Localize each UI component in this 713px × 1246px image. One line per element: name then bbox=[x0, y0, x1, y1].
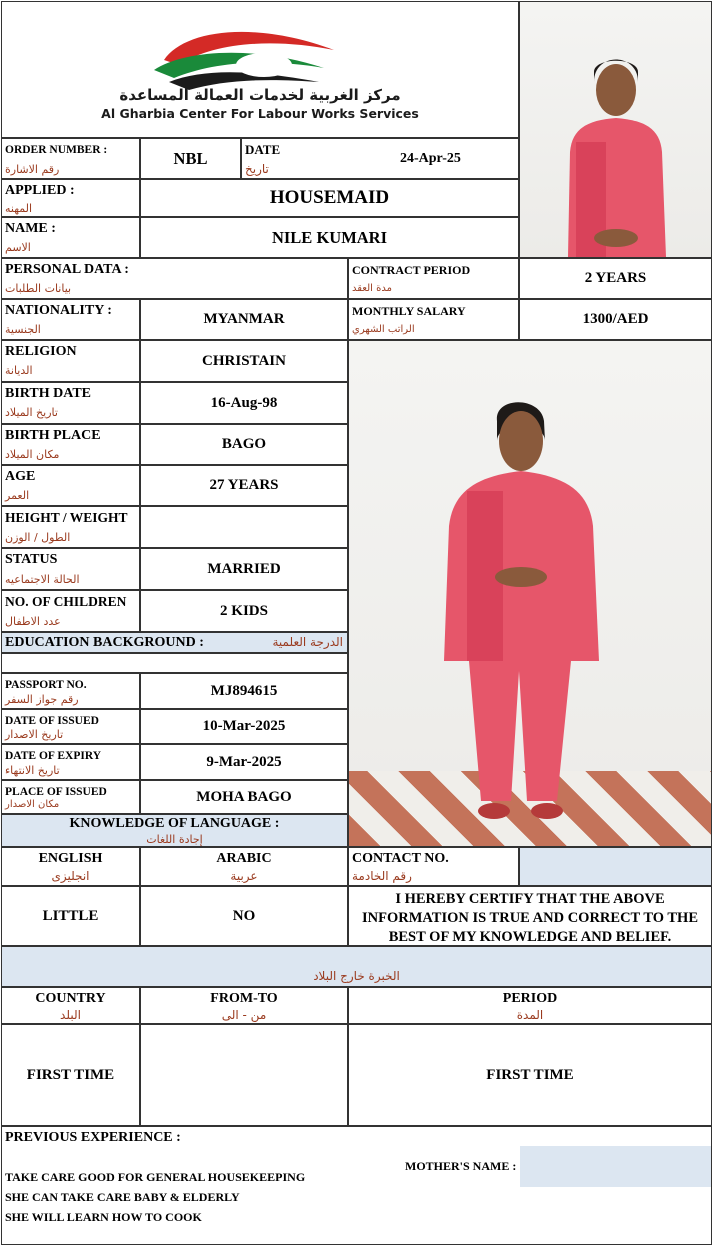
language-header-cell bbox=[1, 814, 348, 847]
nationality-label-ar: الجنسية bbox=[5, 323, 41, 336]
country-value-cell bbox=[1, 1024, 140, 1126]
fromto-label-ar: من - الى bbox=[221, 1008, 267, 1022]
order-number-cell bbox=[140, 138, 241, 179]
age-label-ar: العمر bbox=[5, 489, 30, 502]
country-header-cell bbox=[1, 987, 140, 1024]
language-label-ar: إجادة اللغات bbox=[146, 833, 203, 846]
logo-english-text: Al Gharbia Center For Labour Works Services bbox=[101, 106, 419, 121]
previous-experience-cell bbox=[1, 1126, 712, 1245]
birth-date-label: BIRTH DATE bbox=[5, 386, 91, 401]
personal-data-cell bbox=[1, 258, 348, 299]
nationality-label: NATIONALITY : bbox=[5, 303, 112, 318]
salary-value-cell bbox=[519, 299, 712, 340]
salary-label: MONTHLY SALARY bbox=[352, 304, 466, 318]
children-label: NO. OF CHILDREN bbox=[5, 594, 127, 609]
name-value-cell bbox=[140, 217, 519, 258]
applicant-full-body-icon bbox=[349, 341, 712, 847]
logo-arabic-text: مركز الغربية لخدمات العمالة المساعدة bbox=[119, 86, 401, 104]
place-issued-value: MOHA BAGO bbox=[196, 788, 292, 805]
height-weight-value-cell bbox=[140, 506, 348, 548]
religion-value-cell bbox=[140, 340, 348, 382]
english-value: LITTLE bbox=[42, 907, 99, 924]
abroad-header-cell bbox=[1, 946, 712, 987]
nationality-value: MYANMAR bbox=[203, 311, 285, 327]
name-label: NAME : bbox=[5, 221, 56, 236]
contact-label-cell bbox=[348, 847, 519, 886]
children-value: 2 KIDS bbox=[220, 602, 268, 619]
issued-value: 10-Mar-2025 bbox=[202, 718, 286, 734]
english-header-cell bbox=[1, 847, 140, 886]
mother-name-value bbox=[520, 1146, 712, 1187]
arabic-label-ar: عربية bbox=[230, 869, 258, 883]
contract-value: 2 YEARS bbox=[584, 270, 647, 286]
applicant-portrait-icon bbox=[520, 2, 712, 258]
applicant-photo-large bbox=[348, 340, 712, 847]
personal-data-label: PERSONAL DATA : bbox=[5, 262, 129, 277]
applied-label: APPLIED : bbox=[5, 183, 75, 198]
passport-value-cell bbox=[140, 673, 348, 709]
personal-data-label-ar: بيانات الطلبات bbox=[5, 282, 72, 295]
fromto-label: FROM-TO bbox=[210, 991, 278, 1006]
expiry-label-cell bbox=[1, 744, 140, 780]
contract-label-cell bbox=[348, 258, 519, 299]
height-weight-label-ar: الطول / الوزن bbox=[5, 531, 71, 544]
name-label-cell bbox=[1, 217, 140, 258]
previous-experience-line: SHE WILL LEARN HOW TO COOK bbox=[5, 1210, 202, 1224]
english-label: ENGLISH bbox=[38, 851, 103, 866]
mother-name-label: MOTHER'S NAME : bbox=[405, 1159, 517, 1173]
country-label: COUNTRY bbox=[35, 991, 106, 1006]
education-label: EDUCATION BACKGROUND : bbox=[5, 635, 204, 650]
status-label: STATUS bbox=[5, 552, 58, 567]
contract-label: CONTRACT PERIOD bbox=[352, 263, 471, 277]
birth-date-value: 16-Aug-98 bbox=[210, 394, 278, 411]
period-header-cell bbox=[348, 987, 712, 1024]
period-label: PERIOD bbox=[502, 991, 558, 1006]
religion-label-ar: الديانة bbox=[5, 364, 33, 377]
passport-label: PASSPORT NO. bbox=[5, 679, 87, 691]
education-cell bbox=[1, 632, 348, 653]
certify-text: I HEREBY CERTIFY THAT THE ABOVE INFORMATION IS TRUE AND CORRECT TO THE BEST OF MY KNOWLEDGE AND BELIEF. bbox=[362, 891, 698, 945]
status-label-ar: الحالة الاجتماعيه bbox=[5, 573, 80, 586]
language-label: KNOWLEDGE OF LANGUAGE : bbox=[69, 816, 280, 831]
status-label-cell bbox=[1, 548, 140, 590]
status-value: MARRIED bbox=[207, 560, 281, 577]
applied-label-cell bbox=[1, 179, 140, 217]
education-label-ar: الدرجة العلمية bbox=[272, 635, 343, 649]
age-value-cell bbox=[140, 465, 348, 506]
country-value: FIRST TIME bbox=[26, 1066, 115, 1083]
nationality-label-cell bbox=[1, 299, 140, 340]
place-issued-label-ar: مكان الاصدار bbox=[5, 799, 60, 810]
salary-value: 1300/AED bbox=[582, 311, 649, 327]
birth-place-label-cell bbox=[1, 424, 140, 465]
passport-label-cell bbox=[1, 673, 140, 709]
applicant-photo-small bbox=[519, 1, 712, 258]
age-label-cell bbox=[1, 465, 140, 506]
height-weight-label-cell bbox=[1, 506, 140, 548]
contract-label-ar: مدة العقد bbox=[352, 283, 392, 294]
logo-block bbox=[1, 1, 519, 138]
expiry-label: DATE OF EXPIRY bbox=[5, 750, 102, 762]
country-label-ar: البلد bbox=[60, 1008, 81, 1022]
age-value: 27 YEARS bbox=[209, 477, 279, 493]
nationality-value-cell bbox=[140, 299, 348, 340]
religion-label: RELIGION bbox=[5, 344, 77, 359]
children-label-ar: عدد الاطفال bbox=[5, 615, 61, 628]
previous-experience-line: TAKE CARE GOOD FOR GENERAL HOUSEKEEPING bbox=[5, 1170, 306, 1184]
expiry-value: 9-Mar-2025 bbox=[206, 753, 282, 770]
birth-place-label: BIRTH PLACE bbox=[5, 428, 101, 443]
applied-value-cell bbox=[140, 179, 519, 217]
birth-date-label-cell bbox=[1, 382, 140, 424]
education-value-cell bbox=[1, 653, 348, 673]
contact-value bbox=[520, 848, 711, 885]
salary-label-cell bbox=[348, 299, 519, 340]
salary-label-ar: الراتب الشهري bbox=[352, 324, 415, 335]
order-number-label-cell bbox=[1, 138, 140, 179]
place-issued-label-cell bbox=[1, 780, 140, 814]
contract-value-cell bbox=[519, 258, 712, 299]
birth-date-value-cell bbox=[140, 382, 348, 424]
birth-place-value-cell bbox=[140, 424, 348, 465]
contact-value-cell bbox=[519, 847, 712, 886]
expiry-value-cell bbox=[140, 744, 348, 780]
applied-label-ar: المهنه bbox=[5, 202, 33, 215]
birth-date-label-ar: تاريخ الميلاد bbox=[5, 406, 58, 419]
name-value: NILE KUMARI bbox=[271, 227, 388, 247]
name-label-ar: الاسم bbox=[5, 241, 31, 254]
arabic-value-cell bbox=[140, 886, 348, 946]
arabic-header-cell bbox=[140, 847, 348, 886]
contact-label-ar: رقم الخادمة bbox=[352, 869, 412, 883]
order-number-label-ar: رقم الاشارة bbox=[5, 163, 60, 176]
issued-label: DATE OF ISSUED bbox=[5, 715, 99, 727]
height-weight-label: HEIGHT / WEIGHT bbox=[5, 510, 128, 525]
expiry-label-ar: تاريخ الانتهاء bbox=[5, 764, 60, 777]
applied-value: HOUSEMAID bbox=[269, 187, 390, 208]
issued-label-cell bbox=[1, 709, 140, 744]
height-weight-value bbox=[141, 507, 347, 547]
abroad-label-ar: الخبرة خارج البلاد bbox=[313, 969, 400, 983]
fromto-value-cell bbox=[140, 1024, 348, 1126]
fromto-value bbox=[141, 1025, 347, 1125]
contact-label: CONTACT NO. bbox=[352, 851, 449, 866]
status-value-cell bbox=[140, 548, 348, 590]
period-label-ar: المدة bbox=[516, 1008, 544, 1022]
religion-label-cell bbox=[1, 340, 140, 382]
order-number-value: NBL bbox=[173, 148, 208, 168]
order-number-label: ORDER NUMBER : bbox=[5, 144, 108, 156]
passport-value: MJ894615 bbox=[210, 682, 278, 699]
issued-value-cell bbox=[140, 709, 348, 744]
children-value-cell bbox=[140, 590, 348, 632]
arabic-label: ARABIC bbox=[216, 851, 272, 866]
religion-value: CHRISTAIN bbox=[202, 352, 286, 369]
place-issued-label: PLACE OF ISSUED bbox=[5, 786, 107, 798]
arabic-value: NO bbox=[232, 907, 256, 924]
date-value: 24-Apr-25 bbox=[400, 151, 461, 166]
period-value: FIRST TIME bbox=[486, 1066, 574, 1083]
previous-experience-label: PREVIOUS EXPERIENCE : bbox=[5, 1130, 181, 1145]
date-label-cell bbox=[241, 138, 519, 179]
english-value-cell bbox=[1, 886, 140, 946]
period-value-cell bbox=[348, 1024, 712, 1126]
age-label: AGE bbox=[5, 469, 36, 484]
certify-cell bbox=[348, 886, 712, 946]
place-issued-value-cell bbox=[140, 780, 348, 814]
date-label-ar: تاريخ bbox=[245, 162, 269, 176]
birth-place-value: BAGO bbox=[221, 436, 267, 452]
english-label-ar: انجليزى bbox=[51, 869, 90, 883]
previous-experience-line: SHE CAN TAKE CARE BABY & ELDERLY bbox=[5, 1190, 240, 1204]
issued-label-ar: تاريخ الاصدار bbox=[5, 728, 64, 741]
passport-label-ar: رقم جواز السفر bbox=[5, 693, 79, 706]
children-label-cell bbox=[1, 590, 140, 632]
date-label: DATE bbox=[245, 142, 281, 157]
fromto-header-cell bbox=[140, 987, 348, 1024]
birth-place-label-ar: مكان الميلاد bbox=[5, 448, 60, 461]
